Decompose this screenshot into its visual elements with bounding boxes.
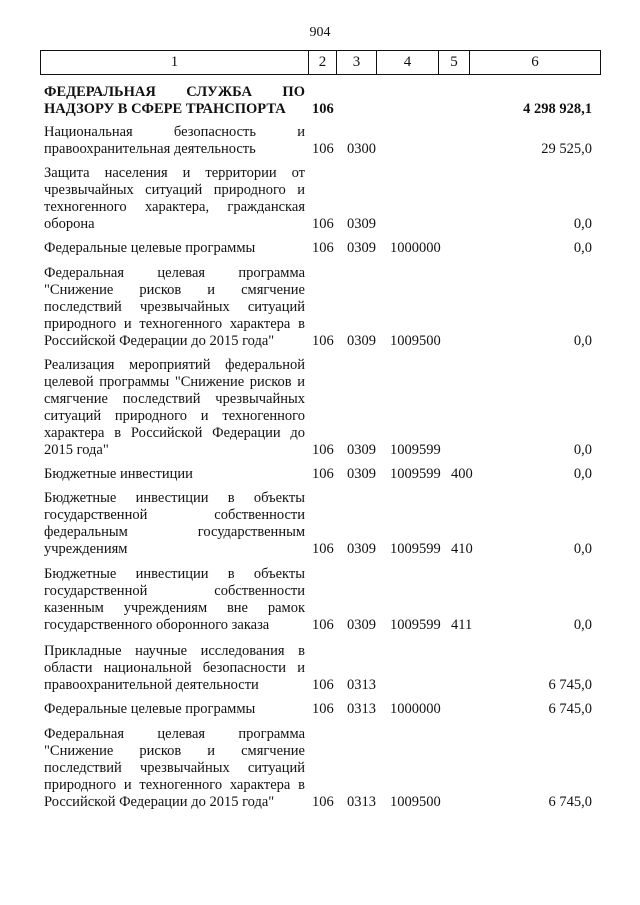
table-row <box>0 124 640 158</box>
row-name: Реализация мероприятий федеральной целевой программы "Снижение рисков и смягчение последствий чрезвычайных ситуаций природного и техногенного характера в Российской Федерации до 2015 года" <box>44 357 305 458</box>
column-header-5: 5 <box>439 51 470 75</box>
column-header-6: 6 <box>470 51 601 75</box>
row-name: Бюджетные инвестиции <box>44 466 193 482</box>
row-ved: 106 <box>312 101 334 117</box>
row-sum: 0,0 <box>573 442 592 458</box>
column-header-table <box>40 50 601 75</box>
row-rz: 0309 <box>347 333 376 349</box>
column-header-4: 4 <box>377 51 439 75</box>
row-vr: 410 <box>451 541 473 557</box>
row-rz: 0309 <box>347 617 376 633</box>
row-name: Прикладные научные исследования в области национальной безопасности и правоохранительной деятельности <box>44 643 305 693</box>
table-row <box>0 357 640 459</box>
table-row <box>0 84 640 118</box>
row-rz: 0313 <box>347 794 376 810</box>
table-row <box>0 165 640 233</box>
column-header-row <box>41 51 601 75</box>
row-csr: 1009599 <box>390 442 441 458</box>
row-ved: 106 <box>312 442 334 458</box>
row-rz: 0309 <box>347 216 376 232</box>
row-csr: 1009500 <box>390 794 441 810</box>
row-csr: 1009599 <box>390 466 441 482</box>
row-csr: 1000000 <box>390 701 441 717</box>
row-csr: 1009500 <box>390 333 441 349</box>
column-header-3: 3 <box>337 51 377 75</box>
row-sum: 4 298 928,1 <box>523 101 592 117</box>
row-sum: 0,0 <box>573 216 592 232</box>
page-number: 904 <box>309 25 331 40</box>
row-name: Федеральная целевая программа "Снижение рисков и смягчение последствий чрезвычайных ситуаций природного и техногенного характера в Российской Федерации до 2015 года" <box>44 726 305 810</box>
row-ved: 106 <box>312 141 334 157</box>
row-sum: 0,0 <box>573 466 592 482</box>
row-ved: 106 <box>312 216 334 232</box>
table-row <box>0 490 640 558</box>
row-ved: 106 <box>312 466 334 482</box>
row-sum: 6 745,0 <box>548 794 592 810</box>
table-row <box>0 566 640 634</box>
column-header-2: 2 <box>309 51 337 75</box>
table-row <box>0 240 640 257</box>
row-ved: 106 <box>312 333 334 349</box>
table-row <box>0 701 640 718</box>
row-name: Федеральные целевые программы <box>44 240 256 256</box>
row-csr: 1009599 <box>390 617 441 633</box>
row-csr: 1000000 <box>390 240 441 256</box>
row-name: ФЕДЕРАЛЬНАЯ СЛУЖБА ПО НАДЗОРУ В СФЕРЕ ТРАНСПОРТА <box>44 84 305 117</box>
row-rz: 0309 <box>347 466 376 482</box>
row-sum: 0,0 <box>573 333 592 349</box>
table-row <box>0 265 640 350</box>
row-name: Защита населения и территории от чрезвычайных ситуаций природного и техногенного характера, гражданская оборона <box>44 165 305 232</box>
row-name: Федеральные целевые программы <box>44 701 256 717</box>
table-row <box>0 643 640 694</box>
row-ved: 106 <box>312 240 334 256</box>
column-header-1: 1 <box>41 51 309 75</box>
row-csr: 1009599 <box>390 541 441 557</box>
row-rz: 0313 <box>347 677 376 693</box>
row-rz: 0309 <box>347 240 376 256</box>
row-vr: 400 <box>451 466 473 482</box>
row-sum: 6 745,0 <box>548 677 592 693</box>
row-sum: 6 745,0 <box>548 701 592 717</box>
row-sum: 0,0 <box>573 541 592 557</box>
row-rz: 0309 <box>347 541 376 557</box>
row-name: Национальная безопасность и правоохранительная деятельность <box>44 124 305 157</box>
row-rz: 0300 <box>347 141 376 157</box>
table-row <box>0 726 640 811</box>
row-ved: 106 <box>312 794 334 810</box>
row-sum: 29 525,0 <box>541 141 592 157</box>
row-sum: 0,0 <box>573 240 592 256</box>
row-ved: 106 <box>312 541 334 557</box>
row-ved: 106 <box>312 677 334 693</box>
table-row <box>0 466 640 483</box>
row-name: Бюджетные инвестиции в объекты государственной собственности казенным учреждениям вне рамок государственного оборонного заказа <box>44 566 305 633</box>
row-name: Бюджетные инвестиции в объекты государственной собственности федеральным государственным учреждениям <box>44 490 305 557</box>
row-name: Федеральная целевая программа "Снижение рисков и смягчение последствий чрезвычайных ситуаций природного и техногенного характера в Российской Федерации до 2015 года" <box>44 265 305 349</box>
row-vr: 411 <box>451 617 473 633</box>
row-sum: 0,0 <box>573 617 592 633</box>
row-rz: 0309 <box>347 442 376 458</box>
row-ved: 106 <box>312 617 334 633</box>
row-ved: 106 <box>312 701 334 717</box>
row-rz: 0313 <box>347 701 376 717</box>
